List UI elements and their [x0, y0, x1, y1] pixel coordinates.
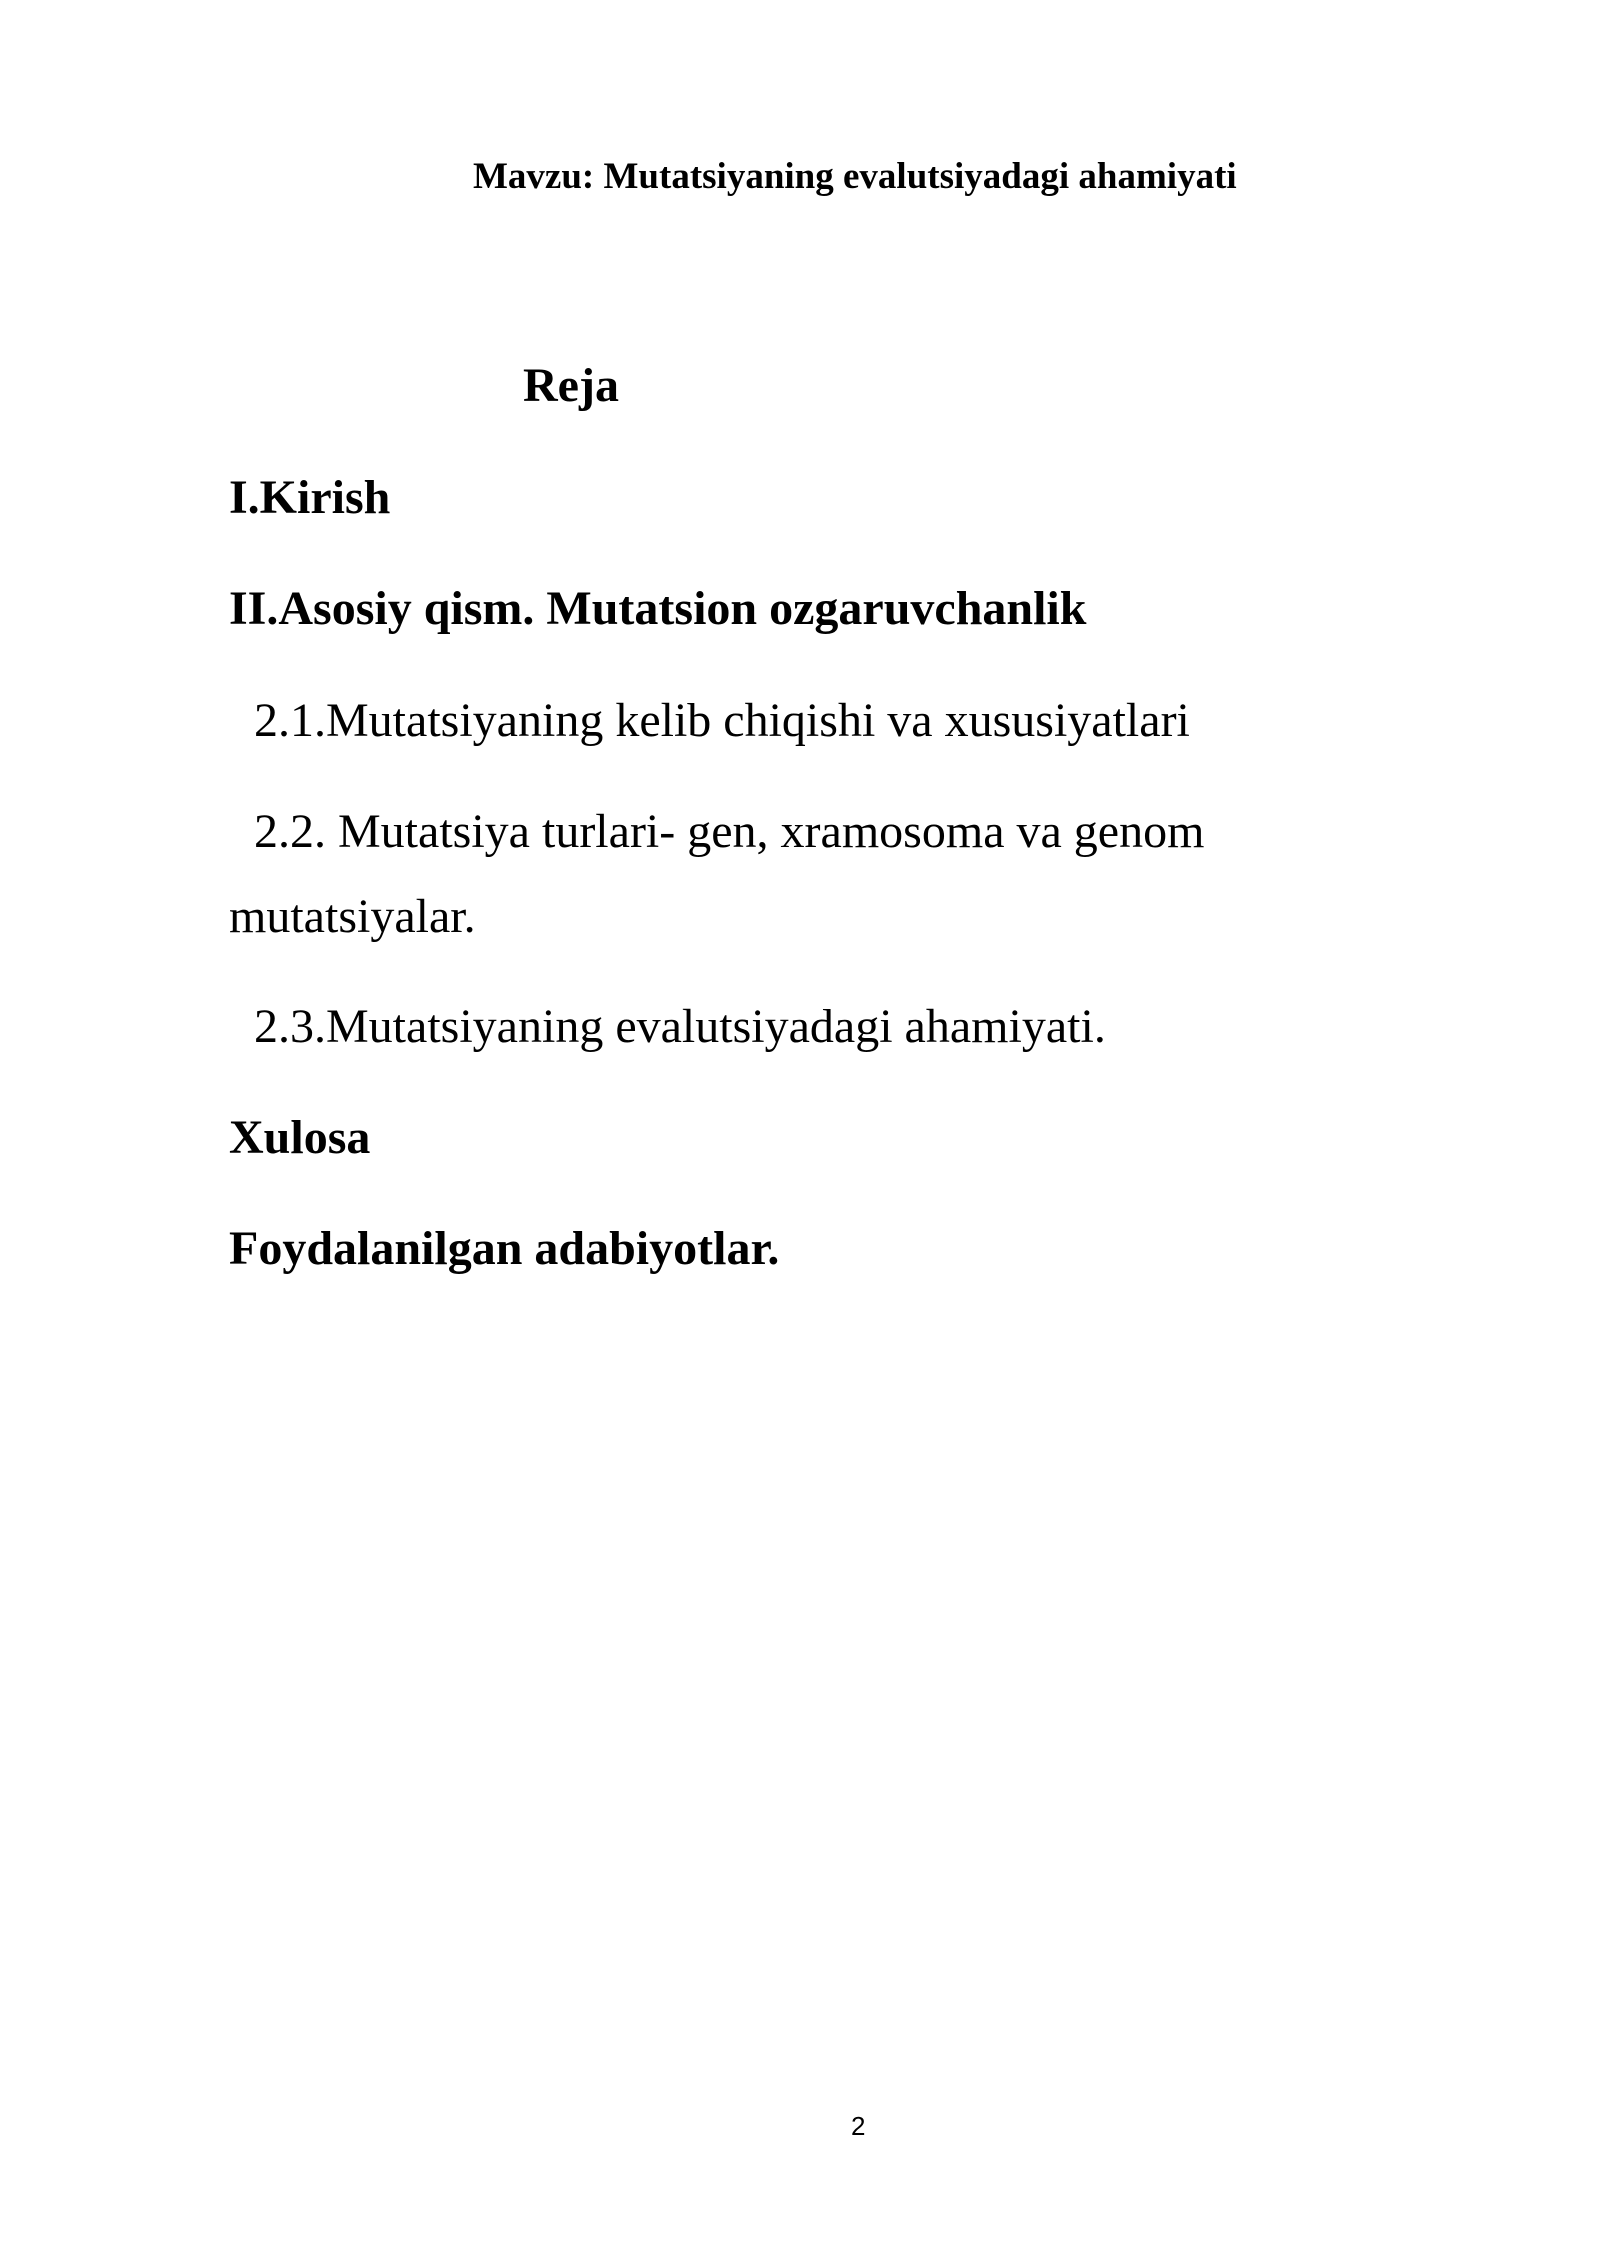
- plan-title: Reja: [523, 359, 619, 412]
- toc-item-main-part: II.Asosiy qism. Mutatsion ozgaruvchanlik: [229, 582, 1087, 635]
- toc-item-references: Foydalanilgan adabiyotlar.: [229, 1222, 780, 1275]
- toc-subitem-2-2: 2.2. Mutatsiya turlari- gen, xramosoma va genom: [254, 805, 1205, 858]
- toc-subitem-2-1: 2.1.Mutatsiyaning kelib chiqishi va xususiyatlari: [254, 694, 1190, 747]
- toc-subitem-2-2-continuation: mutatsiyalar.: [229, 890, 476, 943]
- toc-item-introduction: I.Kirish: [229, 471, 391, 524]
- toc-item-conclusion: Xulosa: [229, 1111, 371, 1164]
- page-number: 2: [851, 2111, 866, 2141]
- document-topic-header: Mavzu: Mutatsiyaning evalutsiyadagi ahamiyati: [473, 156, 1237, 197]
- toc-subitem-2-3: 2.3.Mutatsiyaning evalutsiyadagi ahamiyati.: [254, 1000, 1106, 1053]
